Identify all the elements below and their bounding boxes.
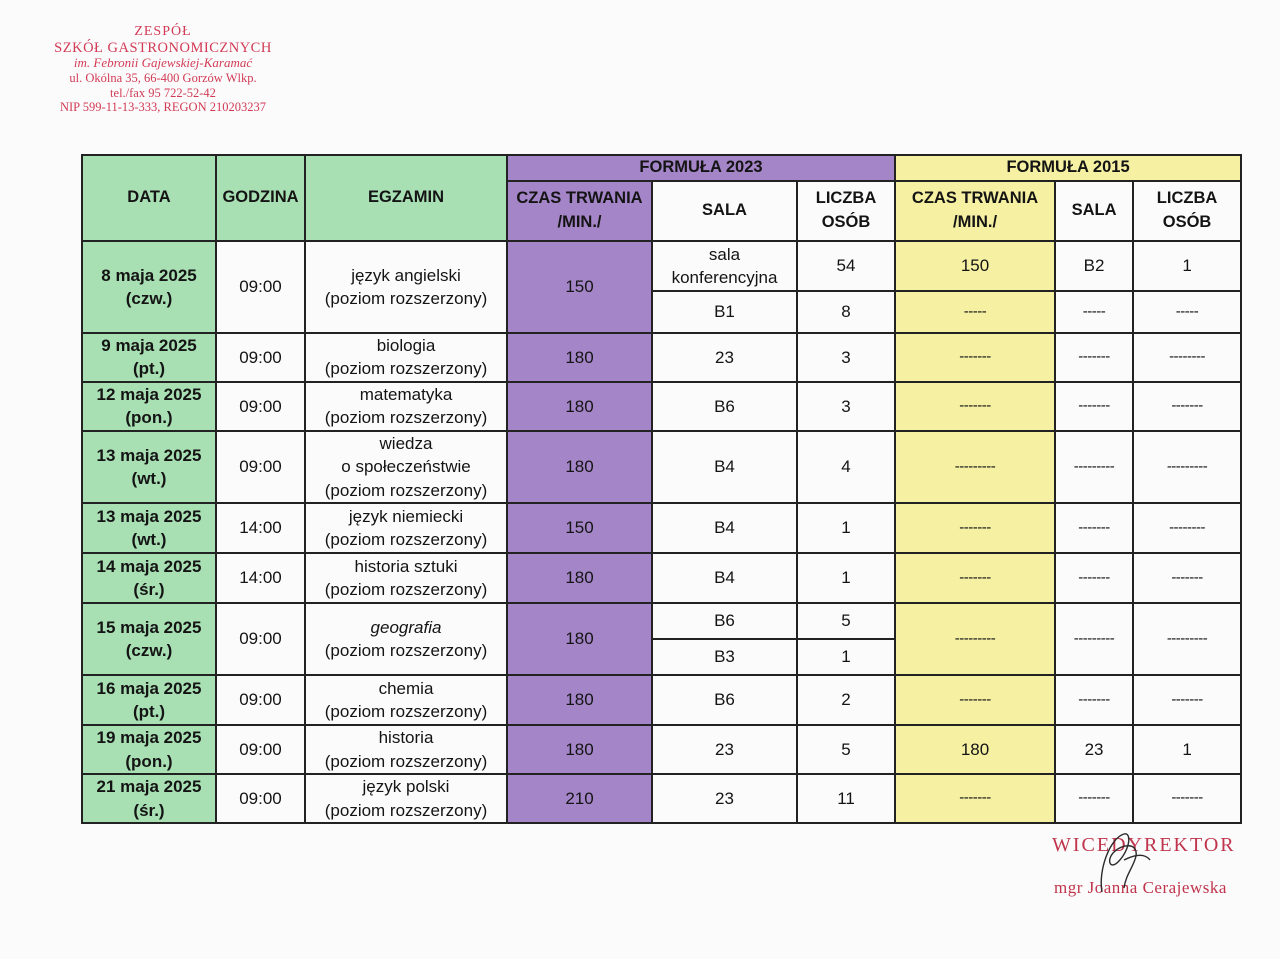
count-2023-cell: 2 xyxy=(797,675,895,725)
time-cell: 09:00 xyxy=(216,603,305,675)
header-2015-sala: SALA xyxy=(1055,181,1133,241)
duration-2015-cell: --------- xyxy=(895,603,1055,675)
table-row xyxy=(82,241,1241,291)
time-cell: 09:00 xyxy=(216,431,305,503)
room-2015-cell: ------- xyxy=(1055,675,1133,725)
room-2023-cell: B4 xyxy=(652,503,797,553)
header-godzina: GODZINA xyxy=(216,155,305,241)
day-text: (pt.) xyxy=(132,702,166,722)
day-text: (wt.) xyxy=(131,530,167,550)
room-text-2: konferencyjna xyxy=(671,268,778,287)
stamp-line-6: NIP 599-11-13-333, REGON 210203237 xyxy=(59,99,266,114)
table-row xyxy=(82,774,1241,823)
day-text: (czw.) xyxy=(125,289,173,308)
stamp-line-3: im. Febronii Gajewskiej-Karamać xyxy=(73,55,253,71)
exam-level: (poziom rozszerzony) xyxy=(324,641,488,661)
header-liczba-line2: OSÓB xyxy=(821,213,871,231)
header-formula-2015: FORMUŁA 2015 xyxy=(895,155,1241,181)
room-2015-cell: ------- xyxy=(1055,503,1133,553)
count-2015-cell: ----- xyxy=(1133,291,1241,333)
stamp-line-2: SZKÓŁ GASTRONOMICZNYCH xyxy=(54,39,272,56)
exam-cell xyxy=(305,503,507,553)
count-2015-cell: -------- xyxy=(1133,503,1241,553)
date-cell xyxy=(82,382,216,431)
exam-subject: język niemiecki xyxy=(348,506,464,526)
duration-2015-cell: ------- xyxy=(895,333,1055,382)
exam-level: (poziom rozszerzony) xyxy=(324,359,488,379)
duration-2015-cell: ------- xyxy=(895,503,1055,553)
date-cell xyxy=(82,553,216,603)
exam-subject: biologia xyxy=(376,336,436,355)
header-2015-czas xyxy=(895,181,1055,241)
date-cell xyxy=(82,503,216,553)
date-cell xyxy=(82,675,216,725)
room-2023-cell: B3 xyxy=(652,639,797,675)
room-2015-cell: ------- xyxy=(1055,774,1133,823)
header-2023-liczba xyxy=(797,181,895,241)
count-2015-cell: 1 xyxy=(1133,725,1241,774)
duration-2015-cell: ------- xyxy=(895,382,1055,431)
date-cell xyxy=(82,333,216,382)
table-row xyxy=(82,333,1241,382)
signature-role: WICEDYREKTOR xyxy=(1052,834,1236,856)
duration-2015-cell: 150 xyxy=(895,241,1055,291)
count-2023-cell: 54 xyxy=(797,241,895,291)
date-text: 16 maja 2025 xyxy=(96,678,202,698)
date-text: 8 maja 2025 xyxy=(101,265,197,285)
header-2015-liczba xyxy=(1133,181,1241,241)
table-row xyxy=(82,553,1241,603)
date-text: 13 maja 2025 xyxy=(96,506,202,526)
date-cell xyxy=(82,603,216,675)
room-2023-cell: B6 xyxy=(652,675,797,725)
count-2023-cell: 1 xyxy=(797,639,895,675)
time-cell: 14:00 xyxy=(216,553,305,603)
room-2023-cell: B6 xyxy=(652,603,797,639)
table-row xyxy=(82,725,1241,774)
duration-2015-cell: ------- xyxy=(895,675,1055,725)
date-text: 14 maja 2025 xyxy=(96,556,202,576)
exam-cell xyxy=(305,603,507,675)
day-text: (śr.) xyxy=(133,800,165,820)
date-cell xyxy=(82,431,216,503)
day-text: (czw.) xyxy=(125,641,173,661)
exam-level: (poziom rozszerzony) xyxy=(324,480,488,500)
room-2015-cell: --------- xyxy=(1055,431,1133,503)
room-2023-cell xyxy=(652,241,797,291)
exam-subject: historia xyxy=(378,728,434,748)
exam-level: (poziom rozszerzony) xyxy=(324,530,488,550)
header-liczba-line1: LICZBA xyxy=(1156,189,1218,208)
stamp-line-1: ZESPÓŁ xyxy=(134,24,192,39)
header-egzamin: EGZAMIN xyxy=(305,155,507,241)
stamp-line-4: ul. Okólna 35, 66-400 Gorzów Wlkp. xyxy=(69,71,257,86)
date-text: 9 maja 2025 xyxy=(101,336,197,355)
handwritten-signature-icon xyxy=(1080,830,1160,905)
time-cell: 14:00 xyxy=(216,503,305,553)
table-row xyxy=(82,503,1241,553)
room-2015-cell: B2 xyxy=(1055,241,1133,291)
count-2015-cell: --------- xyxy=(1133,431,1241,503)
day-text: (śr.) xyxy=(133,580,165,600)
exam-cell xyxy=(305,382,507,431)
room-2015-cell: --------- xyxy=(1055,603,1133,675)
day-text: (pon.) xyxy=(125,751,173,771)
count-2015-cell: 1 xyxy=(1133,241,1241,291)
room-2015-cell: ------- xyxy=(1055,382,1133,431)
count-2023-cell: 3 xyxy=(797,333,895,382)
date-cell xyxy=(82,241,216,333)
exam-level: (poziom rozszerzony) xyxy=(324,702,488,722)
exam-cell xyxy=(305,675,507,725)
duration-2015-cell: ----- xyxy=(895,291,1055,333)
room-2023-cell: B4 xyxy=(652,431,797,503)
exam-subject: wiedza xyxy=(379,433,433,453)
room-2023-cell: B1 xyxy=(652,291,797,333)
exam-level: (poziom rozszerzony) xyxy=(324,751,488,771)
room-2015-cell: ------- xyxy=(1055,333,1133,382)
count-2023-cell: 1 xyxy=(797,553,895,603)
header-liczba-line1: LICZBA xyxy=(815,189,877,208)
duration-2023-cell: 180 xyxy=(507,333,652,382)
header-2023-czas xyxy=(507,181,652,241)
duration-2015-cell: --------- xyxy=(895,431,1055,503)
exam-subject: matematyka xyxy=(359,384,453,404)
day-text: (wt.) xyxy=(131,468,167,488)
room-2023-cell: B4 xyxy=(652,553,797,603)
duration-2023-cell: 180 xyxy=(507,431,652,503)
count-2015-cell: --------- xyxy=(1133,603,1241,675)
exam-schedule-table xyxy=(81,154,1242,824)
room-2015-cell: ----- xyxy=(1055,291,1133,333)
exam-cell xyxy=(305,774,507,823)
exam-level: (poziom rozszerzony) xyxy=(324,408,488,428)
exam-level: (poziom rozszerzony) xyxy=(324,289,488,308)
header-row-formula xyxy=(82,155,1241,181)
duration-2015-cell: ------- xyxy=(895,553,1055,603)
count-2023-cell: 5 xyxy=(797,725,895,774)
duration-2023-cell: 180 xyxy=(507,675,652,725)
time-cell: 09:00 xyxy=(216,382,305,431)
count-2015-cell: ------- xyxy=(1133,774,1241,823)
count-2023-cell: 3 xyxy=(797,382,895,431)
exam-subject: geografia xyxy=(370,617,442,637)
count-2023-cell: 11 xyxy=(797,774,895,823)
room-2023-cell: 23 xyxy=(652,774,797,823)
header-liczba-line2: OSÓB xyxy=(1162,213,1212,231)
date-text: 19 maja 2025 xyxy=(96,728,202,748)
duration-2023-cell: 210 xyxy=(507,774,652,823)
room-2023-cell: B6 xyxy=(652,382,797,431)
table-row xyxy=(82,603,1241,639)
count-2023-cell: 1 xyxy=(797,503,895,553)
exam-cell xyxy=(305,553,507,603)
header-czas-line2: /MIN./ xyxy=(557,213,602,231)
table-row xyxy=(82,675,1241,725)
duration-2023-cell: 180 xyxy=(507,382,652,431)
exam-subject: język angielski xyxy=(351,265,461,285)
date-cell xyxy=(82,774,216,823)
date-cell xyxy=(82,725,216,774)
exam-subject: język polski xyxy=(362,777,450,797)
time-cell: 09:00 xyxy=(216,241,305,333)
duration-2023-cell: 180 xyxy=(507,553,652,603)
count-2023-cell: 4 xyxy=(797,431,895,503)
count-2023-cell: 5 xyxy=(797,603,895,639)
date-text: 12 maja 2025 xyxy=(96,384,202,404)
time-cell: 09:00 xyxy=(216,725,305,774)
header-formula-2023: FORMUŁA 2023 xyxy=(507,155,895,181)
stamp-line-5: tel./fax 95 722-52-42 xyxy=(110,85,216,100)
exam-cell xyxy=(305,431,507,503)
room-2015-cell: 23 xyxy=(1055,725,1133,774)
day-text: (pon.) xyxy=(125,408,173,428)
exam-subject: historia sztuki xyxy=(354,556,458,576)
room-2023-cell: 23 xyxy=(652,333,797,382)
count-2015-cell: ------- xyxy=(1133,675,1241,725)
duration-2023-cell: 180 xyxy=(507,725,652,774)
header-czas-line1: CZAS TRWANIA xyxy=(516,189,643,208)
duration-2023-cell: 180 xyxy=(507,603,652,675)
room-text: sala xyxy=(708,244,741,264)
header-data: DATA xyxy=(82,155,216,241)
day-text: (pt.) xyxy=(132,359,166,379)
exam-subject-2: o społeczeństwie xyxy=(341,457,471,477)
time-cell: 09:00 xyxy=(216,675,305,725)
date-text: 21 maja 2025 xyxy=(96,777,202,797)
table-row xyxy=(82,382,1241,431)
duration-2015-cell: ------- xyxy=(895,774,1055,823)
count-2023-cell: 8 xyxy=(797,291,895,333)
count-2015-cell: -------- xyxy=(1133,333,1241,382)
signature-name: mgr Joanna Cerajewska xyxy=(1054,878,1227,897)
room-2015-cell: ------- xyxy=(1055,553,1133,603)
header-2023-sala: SALA xyxy=(652,181,797,241)
time-cell: 09:00 xyxy=(216,774,305,823)
room-2023-cell: 23 xyxy=(652,725,797,774)
header-czas-line1: CZAS TRWANIA xyxy=(911,189,1039,208)
exam-cell xyxy=(305,241,507,333)
date-text: 15 maja 2025 xyxy=(96,617,202,637)
time-cell: 09:00 xyxy=(216,333,305,382)
date-text: 13 maja 2025 xyxy=(96,445,202,465)
signature-block xyxy=(1040,830,1270,910)
duration-2023-cell: 150 xyxy=(507,241,652,333)
table-row xyxy=(82,431,1241,503)
exam-cell xyxy=(305,725,507,774)
duration-2015-cell: 180 xyxy=(895,725,1055,774)
exam-subject: chemia xyxy=(378,678,434,698)
school-stamp xyxy=(38,24,288,114)
exam-level: (poziom rozszerzony) xyxy=(324,580,488,600)
header-czas-line2: /MIN./ xyxy=(953,213,998,231)
count-2015-cell: ------- xyxy=(1133,553,1241,603)
exam-level: (poziom rozszerzony) xyxy=(324,800,488,820)
duration-2023-cell: 150 xyxy=(507,503,652,553)
exam-cell xyxy=(305,333,507,382)
count-2015-cell: ------- xyxy=(1133,382,1241,431)
